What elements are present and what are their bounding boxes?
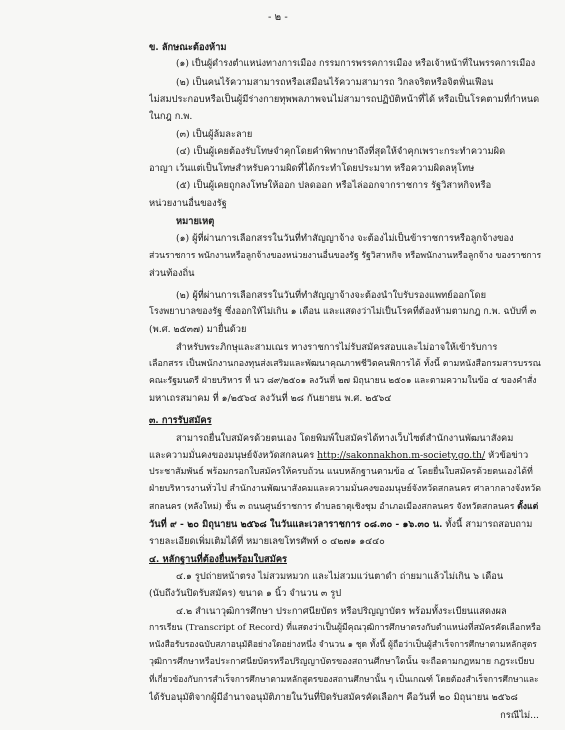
page-number: - ๒ - [268, 12, 288, 23]
qualification-line: (๑) เป็นผู้ดำรงตำแหน่งทางการเมือง กรรมการพรรคการเมือง หรือเจ้าหน้าที่ในพรรคการเมือง [176, 59, 536, 70]
section3-line: สามารถยื่นใบสมัครด้วยตนเอง โดยพิมพ์ใบสมัครได้ทางเว็บไซต์สำนักงานพัฒนาสังคม [176, 432, 514, 444]
section4-line: หนังสือรับรองฉบับสภาอนุมัติอย่างใดอย่างหนึ่ง จำนวน ๑ ชุด ทั้งนี้ ผู้ถือว่าเป็นผู้สำเร็จการศึกษาตามหลักสูตร [149, 640, 537, 651]
section3-text: ทั้งนี้ สามารถสอบถาม [445, 519, 533, 530]
section4-line: ๔.๑ รูปถ่ายหน้าตรง ไม่สวมหมวก และไม่สวมแว่นตาดำ ถ่ายมาแล้วไม่เกิน ๖ เดือน [176, 570, 504, 582]
note-line: (๑) ผู้ที่ผ่านการเลือกสรรในวันที่ทำสัญญาจ้าง จะต้องไม่เป็นข้าราชการหรือลูกจ้างของ [176, 233, 514, 245]
qualification-line: ในกฎ ก.พ. [149, 111, 193, 123]
section4-line: ๔.๒ สำเนาวุฒิการศึกษา ประกาศนียบัตร หรือปริญญาบัตร พร้อมทั้งระเบียนแสดงผล [176, 605, 507, 617]
qualification-line: หน่วยงานอื่นของรัฐ [149, 197, 227, 209]
note-line: โรงพยาบาลของรัฐ ซึ่งออกให้ไม่เกิน ๑ เดือน และแสดงว่าไม่เป็นโรคที่ต้องห้ามตามกฎ ก.พ. ฉบับที่ ๓ [149, 306, 537, 317]
section3-line [149, 500, 538, 516]
section4-line: (นับถึงวันปิดรับสมัคร) ขนาด ๑ นิ้ว จำนวน ๓ รูป [149, 588, 342, 600]
note-line: (พ.ศ. ๒๕๓๗) มายื่นด้วย [149, 324, 247, 336]
qualification-line: (๕) เป็นผู้เคยถูกลงโทษให้ออก ปลดออก หรือไล่ออกจากราชการ รัฐวิสาหกิจหรือ [176, 180, 492, 192]
qualification-line: (๒) เป็นคนไร้ความสามารถหรือเสมือนไร้ความสามารถ วิกลจริตหรือจิตฟั่นเฟือน [176, 76, 494, 88]
section3-line [149, 517, 532, 533]
qualification-line: (๔) เป็นผู้เคยต้องรับโทษจำคุกโดยคำพิพากษาถึงที่สุดให้จำคุกเพราะกระทำความผิด [176, 145, 506, 157]
continuation-text: กรณีไม่... [500, 710, 539, 721]
note-line: (๒) ผู้ที่ผ่านการเลือกสรรในวันที่ทำสัญญาจ้างจะต้องนำใบรับรองแพทย์ออกโดย [176, 289, 487, 301]
section4-line: วุฒิการศึกษาหรือประกาศนียบัตรหรือปริญญาบัตรของสถานศึกษาใดนั้น จะถือตามกฎหมาย กฎระเบียบ [149, 657, 535, 668]
note-line: คณะรัฐมนตรี ฝ่ายบริหาร ที่ นว ๘๙/๒๕๐๑ ลงวันที่ ๒๗ มิถุนายน ๒๕๐๑ และตามความในข้อ ๔ ของคำสั่ง [149, 376, 537, 387]
section3-line: รายละเอียดเพิ่มเติมได้ที่ หมายเลขโทรศัพท์ ๐ ๔๒๗๑ ๑๔๔๐ [149, 536, 385, 548]
website-link[interactable]: http://sakonnakhon.m-society.go.th/ [317, 449, 486, 461]
section3-text: สกลนคร (หลังใหม่) ชั้น ๓ ถนนศูนย์ราชการ ตำบลธาตุเชิงชุม อำเภอเมืองสกลนคร จังหวัดสกลนคร [149, 501, 515, 512]
qualification-line: ไม่สมประกอบหรือเป็นผู้มีร่างกายทุพพลภาพจนไม่สามารถปฏิบัติหน้าที่ได้ หรือเป็นโรคตามที่กำหนด [149, 93, 540, 105]
note-line: สำหรับพระภิกษุและสามเณร ทางราชการไม่รับสมัครสอบและไม่อาจให้เข้ารับการ [176, 341, 498, 353]
note-line: มหาเถรสมาคม ที่ ๑/๒๕๖๔ ลงวันที่ ๒๘ กันยายน พ.ศ. ๒๕๖๔ [149, 393, 392, 405]
section3-line: ประชาสัมพันธ์ พร้อมกรอกใบสมัครให้ครบถ้วน แนบหลักฐานตามข้อ ๔ โดยยื่นใบสมัครด้วยตนเองได้ที่ [149, 467, 533, 478]
section3-text: หัวข้อข่าว [488, 449, 529, 461]
section4-heading: ๔. หลักฐานที่ต้องยื่นพร้อมใบสมัคร [149, 553, 288, 565]
note-line: ส่วนราชการ พนักงานหรือลูกจ้างของหน่วยงานอื่นของรัฐ รัฐวิสาหกิจ หรือพนักงานหรือลูกจ้าง ของราชการ [149, 250, 541, 261]
qualification-line: อาญา เว้นแต่เป็นโทษสำหรับความผิดที่ได้กระทำโดยประมาท หรือความผิดลหุโทษ [149, 163, 475, 175]
section4-line: ที่เกี่ยวข้องกับการสำเร็จการศึกษาตามหลักสูตรของสถานศึกษานั้น ๆ เป็นเกณฑ์ โดยต้องสำเร็จการศึกษาและ [149, 674, 539, 685]
note-line: ส่วนท้องถิ่น [149, 267, 195, 279]
section4-line: ได้รับอนุมัติจากผู้มีอำนาจอนุมัติภายในวันที่ปิดรับสมัครคัดเลือกฯ คือวันที่ ๒๐ มิถุนายน ๒๕๖๘ [149, 692, 518, 703]
qualification-line: (๓) เป็นผู้ล้มละลาย [176, 128, 253, 140]
section3-text: และความมั่นคงของมนุษย์จังหวัดสกลนคร [149, 449, 315, 461]
qualifications-heading: ข. ลักษณะต้องห้าม [149, 42, 227, 53]
section3-text: ตั้งแต่ [517, 501, 539, 512]
application-period: วันที่ ๙ - ๒๐ มิถุนายน ๒๕๖๘ ในวันและเวลาราชการ ๐๘.๓๐ - ๑๖.๓๐ น. [149, 519, 443, 530]
note-heading: หมายเหตุ [176, 215, 215, 227]
section3-line: ฝ่ายบริหารงานทั่วไป สำนักงานพัฒนาสังคมและความมั่นคงของมนุษย์จังหวัดสกลนคร ศาลากลางจังหวัด [149, 484, 541, 495]
section3-heading: ๓. การรับสมัคร [149, 415, 212, 427]
section4-line: การเรียน (Transcript of Record) ที่แสดงว่าเป็นผู้มีคุณวุฒิการศึกษาตรงกับตำแหน่งที่สมัครคัดเลือกหรือ [149, 622, 541, 633]
note-line: เลือกสรร เป็นพนักงานกองทุนส่งเสริมและพัฒนาคุณภาพชีวิตคนพิการได้ ทั้งนี้ ตามหนังสือกรมสารบรรณ [149, 358, 541, 369]
section3-line [149, 448, 528, 464]
